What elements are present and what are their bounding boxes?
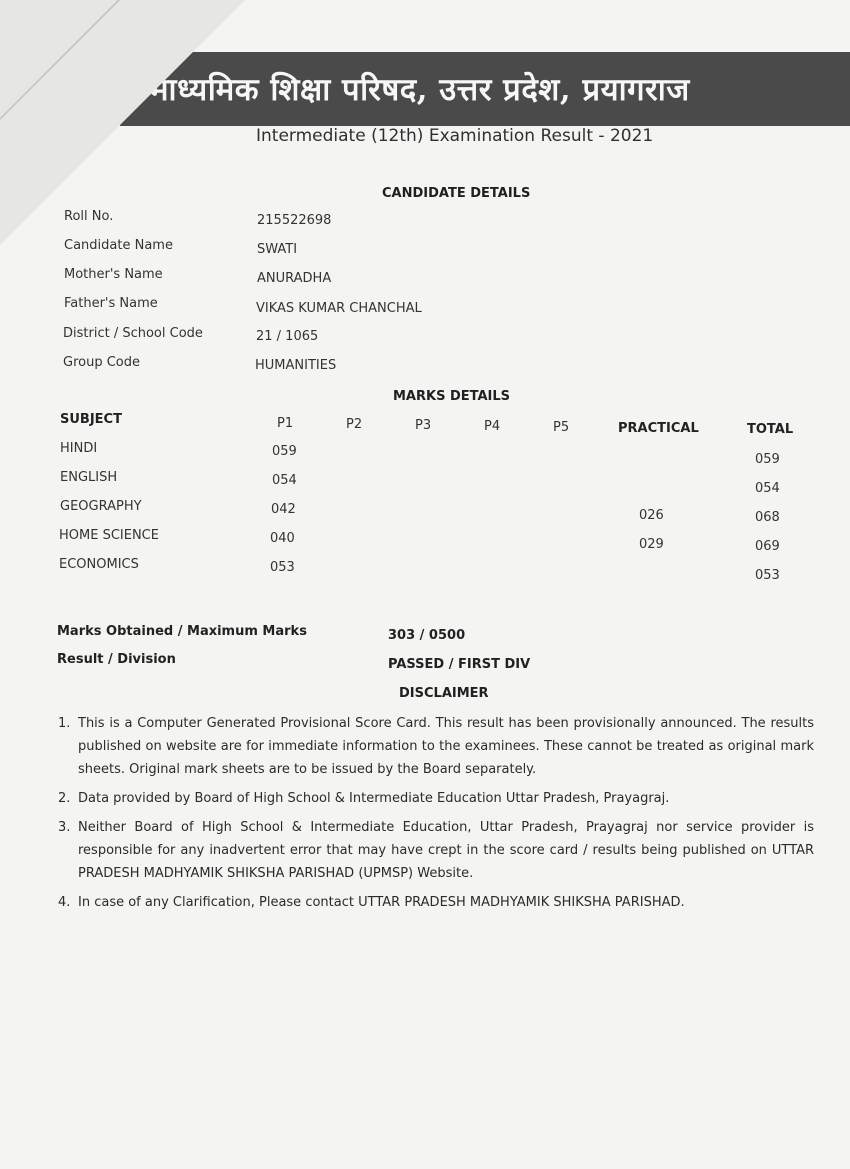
disclaimer-item-number: 1. xyxy=(58,716,71,731)
disclaimer-list xyxy=(58,712,814,920)
table-row-total: 068 xyxy=(755,510,780,525)
roll-no-label: Roll No. xyxy=(64,209,114,224)
table-row-total: 059 xyxy=(755,452,780,467)
table-row-p1: 040 xyxy=(270,531,295,546)
father-name-value: VIKAS KUMAR CHANCHAL xyxy=(256,301,422,316)
mother-name-label: Mother's Name xyxy=(64,267,163,282)
result-division-label: Result / Division xyxy=(57,652,176,667)
disclaimer-item-text: Data provided by Board of High School & Intermediate Education Uttar Pradesh, Prayagraj. xyxy=(78,791,670,806)
col-header-p2: P2 xyxy=(346,417,363,432)
disclaimer-item xyxy=(58,816,814,885)
page-subtitle: Intermediate (12th) Examination Result - 2021 xyxy=(256,126,654,146)
candidate-name-label: Candidate Name xyxy=(64,238,173,253)
mother-name-value: ANURADHA xyxy=(257,271,332,286)
marks-obtained-label: Marks Obtained / Maximum Marks xyxy=(57,624,307,639)
table-row-subject: ECONOMICS xyxy=(59,557,139,572)
col-header-total: TOTAL xyxy=(747,422,794,437)
board-title: माध्यमिक शिक्षा परिषद, उत्तर प्रदेश, प्रयागराज xyxy=(150,72,690,108)
candidate-name-value: SWATI xyxy=(257,242,298,257)
table-row-total: 069 xyxy=(755,539,780,554)
table-row-subject: ENGLISH xyxy=(60,470,118,485)
marks-obtained-value: 303 / 0500 xyxy=(388,628,466,643)
group-code-label: Group Code xyxy=(63,355,140,370)
folded-page-corner xyxy=(0,0,245,245)
col-header-p5: P5 xyxy=(553,420,570,435)
table-row-p1: 053 xyxy=(270,560,295,575)
col-header-p3: P3 xyxy=(415,418,432,433)
col-header-p4: P4 xyxy=(484,419,501,434)
district-school-code-value: 21 / 1065 xyxy=(256,329,319,344)
disclaimer-item-text: Neither Board of High School & Intermediate Education, Uttar Pradesh, Prayagraj nor service provider is responsible for any inadvertent error that may have crept in the score card / results being published on UTTAR PRADESH MADHYAMIK SHIKSHA PARISHAD (UPMSP) Website. xyxy=(78,820,814,881)
disclaimer-item xyxy=(58,712,814,781)
table-row-practical: 026 xyxy=(639,508,664,523)
disclaimer-item-text: In case of any Clarification, Please contact UTTAR PRADESH MADHYAMIK SHIKSHA PARISHAD. xyxy=(78,895,685,910)
table-row-practical: 029 xyxy=(639,537,664,552)
marks-section-title: MARKS DETAILS xyxy=(393,389,511,404)
table-row-subject: GEOGRAPHY xyxy=(60,499,142,514)
col-header-practical: PRACTICAL xyxy=(618,421,699,436)
disclaimer-item xyxy=(58,891,814,914)
disclaimer-item-number: 4. xyxy=(58,895,71,910)
disclaimer-item-text: This is a Computer Generated Provisional Score Card. This result has been provisionally announced. The results published on website are for immediate information to the examinees. These cannot be treated as original mark sheets. Original mark sheets are to be issued by the Board separately. xyxy=(78,716,814,777)
disclaimer-item-number: 2. xyxy=(58,791,71,806)
disclaimer-item xyxy=(58,787,814,810)
table-row-p1: 054 xyxy=(272,473,297,488)
col-header-subject: SUBJECT xyxy=(60,412,122,427)
table-row-p1: 059 xyxy=(272,444,297,459)
table-row-total: 053 xyxy=(755,568,780,583)
father-name-label: Father's Name xyxy=(64,296,158,311)
group-code-value: HUMANITIES xyxy=(255,358,337,373)
table-row-subject: HOME SCIENCE xyxy=(59,528,159,543)
table-row-total: 054 xyxy=(755,481,780,496)
roll-no-value: 215522698 xyxy=(257,213,332,228)
col-header-p1: P1 xyxy=(277,416,294,431)
district-school-code-label: District / School Code xyxy=(63,326,203,341)
candidate-section-title: CANDIDATE DETAILS xyxy=(382,186,531,201)
result-division-value: PASSED / FIRST DIV xyxy=(388,657,531,672)
disclaimer-item-number: 3. xyxy=(58,820,71,835)
table-row-p1: 042 xyxy=(271,502,296,517)
table-row-subject: HINDI xyxy=(60,441,98,456)
disclaimer-title: DISCLAIMER xyxy=(399,686,489,701)
